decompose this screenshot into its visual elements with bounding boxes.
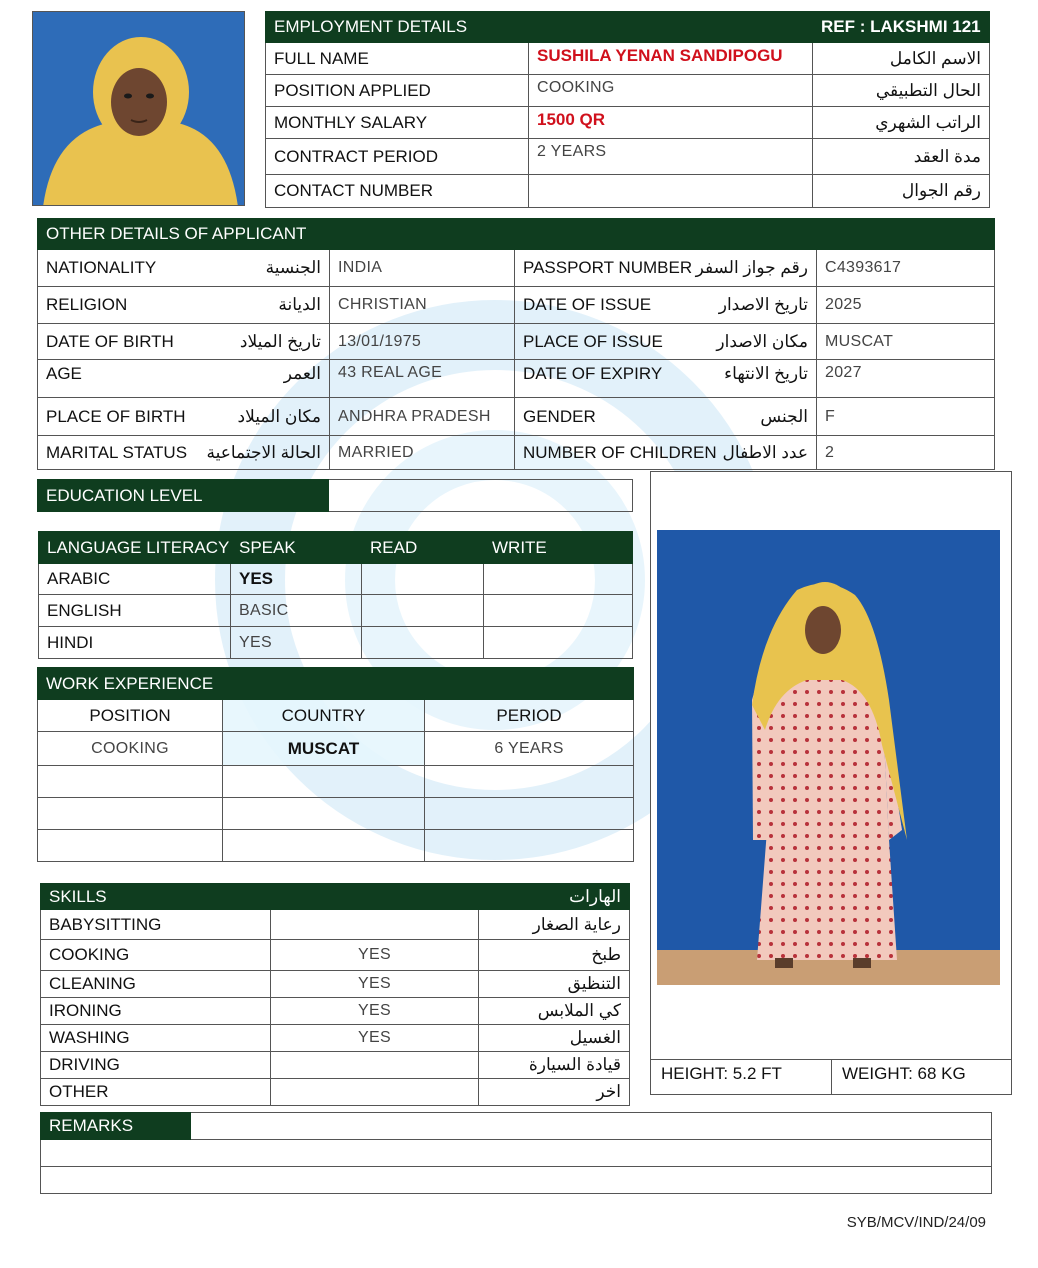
remarks-line-2 [41, 1167, 992, 1194]
other-details-title: OTHER DETAILS OF APPLICANT [38, 219, 515, 250]
height-value: HEIGHT: 5.2 FT [651, 1060, 832, 1095]
date-of-birth-value: 13/01/1975 [330, 324, 515, 360]
portrait-photo [32, 11, 245, 206]
contact-number-value [529, 175, 813, 208]
contract-period-arabic: مدة العقد [813, 139, 990, 175]
employment-details-table [265, 11, 990, 208]
language-literacy-table [38, 531, 633, 659]
hindi-write [484, 627, 633, 659]
monthly-salary-label: MONTHLY SALARY [266, 107, 529, 139]
full-name-value: SUSHILA YENAN SANDIPOGU [529, 43, 813, 75]
contract-period-label: CONTRACT PERIOD [266, 139, 529, 175]
position-applied-label: POSITION APPLIED [266, 75, 529, 107]
work-position-1: COOKING [38, 732, 223, 766]
other-details-header-blank [515, 219, 995, 250]
education-level-table [37, 479, 633, 512]
skill-other-value [271, 1079, 479, 1106]
skill-cooking-arabic: طبخ [479, 940, 630, 971]
skills-title-arabic: الهارات [479, 884, 630, 910]
education-level-value [329, 480, 633, 512]
work-period-1: 6 YEARS [425, 732, 634, 766]
skill-washing: WASHING [41, 1025, 271, 1052]
period-header: PERIOD [425, 700, 634, 732]
english-read [362, 595, 484, 627]
skill-babysitting-value [271, 910, 479, 940]
skill-washing-arabic: الغسيل [479, 1025, 630, 1052]
remarks-line-1 [41, 1140, 992, 1167]
skill-cleaning-value: YES [271, 971, 479, 998]
portrait-illustration [33, 12, 245, 206]
country-header: COUNTRY [223, 700, 425, 732]
hindi-read [362, 627, 484, 659]
speak-header: SPEAK [231, 532, 362, 564]
place-of-issue-label: PLACE OF ISSUE مكان الاصدار [515, 324, 817, 360]
contract-period-value: 2 YEARS [529, 139, 813, 175]
position-applied-arabic: الحال التطبيقي [813, 75, 990, 107]
skill-driving-value [271, 1052, 479, 1079]
full-name-label: FULL NAME [266, 43, 529, 75]
skills-table [40, 883, 630, 1106]
body-stats-row [651, 1059, 1011, 1095]
skill-driving-arabic: قيادة السيارة [479, 1052, 630, 1079]
skill-babysitting-arabic: رعاية الصغار [479, 910, 630, 940]
employment-details-title: EMPLOYMENT DETAILS [266, 12, 813, 43]
document-code: SYB/MCV/IND/24/09 [846, 1214, 986, 1231]
position-applied-value: COOKING [529, 75, 813, 107]
gender-value: F [817, 398, 995, 436]
date-of-birth-label: DATE OF BIRTH تاريخ الميلاد [38, 324, 330, 360]
skill-driving: DRIVING [41, 1052, 271, 1079]
skill-ironing-value: YES [271, 998, 479, 1025]
english-speak: BASIC [231, 595, 362, 627]
place-of-birth-label: PLACE OF BIRTH مكان الميلاد [38, 398, 330, 436]
full-name-arabic: الاسم الكامل [813, 43, 990, 75]
full-body-photo-panel [650, 471, 1012, 1095]
gender-label: GENDER الجنس [515, 398, 817, 436]
skills-title: SKILLS [41, 884, 479, 910]
hindi-speak: YES [231, 627, 362, 659]
work-position-2 [38, 766, 223, 798]
language-arabic: ARABIC [39, 564, 231, 595]
number-of-children-label: NUMBER OF CHILDREN عدد الاطفال [515, 436, 817, 470]
number-of-children-value: 2 [817, 436, 995, 470]
nationality-value: INDIA [330, 250, 515, 287]
full-body-photo [657, 530, 1000, 985]
reference-number: REF : LAKSHMI 121 [813, 12, 990, 43]
place-of-birth-value: ANDHRA PRADESH [330, 398, 515, 436]
age-label: AGE العمر [38, 360, 330, 398]
language-literacy-header: LANGUAGE LITERACY [39, 532, 231, 564]
remarks-header-blank [191, 1113, 992, 1140]
write-header: WRITE [484, 532, 633, 564]
arabic-read [362, 564, 484, 595]
work-position-4 [38, 830, 223, 862]
remarks-title: REMARKS [41, 1113, 191, 1140]
work-experience-table [37, 667, 634, 862]
work-experience-title: WORK EXPERIENCE [38, 668, 634, 700]
position-header: POSITION [38, 700, 223, 732]
other-details-table [37, 218, 995, 470]
skill-babysitting: BABYSITTING [41, 910, 271, 940]
education-level-label: EDUCATION LEVEL [38, 480, 329, 512]
contact-number-arabic: رقم الجوال [813, 175, 990, 208]
weight-value: WEIGHT: 68 KG [842, 1064, 966, 1083]
date-of-issue-value: 2025 [817, 287, 995, 324]
skill-cooking: COOKING [41, 940, 271, 971]
monthly-salary-value: 1500 QR [529, 107, 813, 139]
skill-ironing: IRONING [41, 998, 271, 1025]
age-value: 43 REAL AGE [330, 360, 515, 398]
skill-other: OTHER [41, 1079, 271, 1106]
skill-cleaning: CLEANING [41, 971, 271, 998]
skill-washing-value: YES [271, 1025, 479, 1052]
passport-number-value: C4393617 [817, 250, 995, 287]
english-write [484, 595, 633, 627]
marital-status-value: MARRIED [330, 436, 515, 470]
date-of-expiry-label: DATE OF EXPIRY تاريخ الانتهاء [515, 360, 817, 398]
skill-ironing-arabic: كي الملابس [479, 998, 630, 1025]
skill-cleaning-arabic: التنظيق [479, 971, 630, 998]
religion-label: RELIGION الديانة [38, 287, 330, 324]
monthly-salary-arabic: الراتب الشهري [813, 107, 990, 139]
date-of-issue-label: DATE OF ISSUE تاريخ الاصدار [515, 287, 817, 324]
date-of-expiry-value: 2027 [817, 360, 995, 398]
language-hindi: HINDI [39, 627, 231, 659]
work-country-1: MUSCAT [223, 732, 425, 766]
full-body-illustration [657, 530, 1000, 985]
skill-other-arabic: اخر [479, 1079, 630, 1106]
religion-value: CHRISTIAN [330, 287, 515, 324]
arabic-write [484, 564, 633, 595]
nationality-label: NATIONALITY الجنسية [38, 250, 330, 287]
work-period-2 [425, 766, 634, 798]
work-country-4 [223, 830, 425, 862]
contact-number-label: CONTACT NUMBER [266, 175, 529, 208]
work-country-3 [223, 798, 425, 830]
work-country-2 [223, 766, 425, 798]
work-period-4 [425, 830, 634, 862]
marital-status-label: MARITAL STATUS الحالة الاجتماعية [38, 436, 330, 470]
passport-number-label: PASSPORT NUMBER رقم جواز السفر [515, 250, 817, 287]
work-position-3 [38, 798, 223, 830]
read-header: READ [362, 532, 484, 564]
skill-cooking-value: YES [271, 940, 479, 971]
language-english: ENGLISH [39, 595, 231, 627]
arabic-speak: YES [231, 564, 362, 595]
place-of-issue-value: MUSCAT [817, 324, 995, 360]
remarks-table [40, 1112, 992, 1194]
work-period-3 [425, 798, 634, 830]
